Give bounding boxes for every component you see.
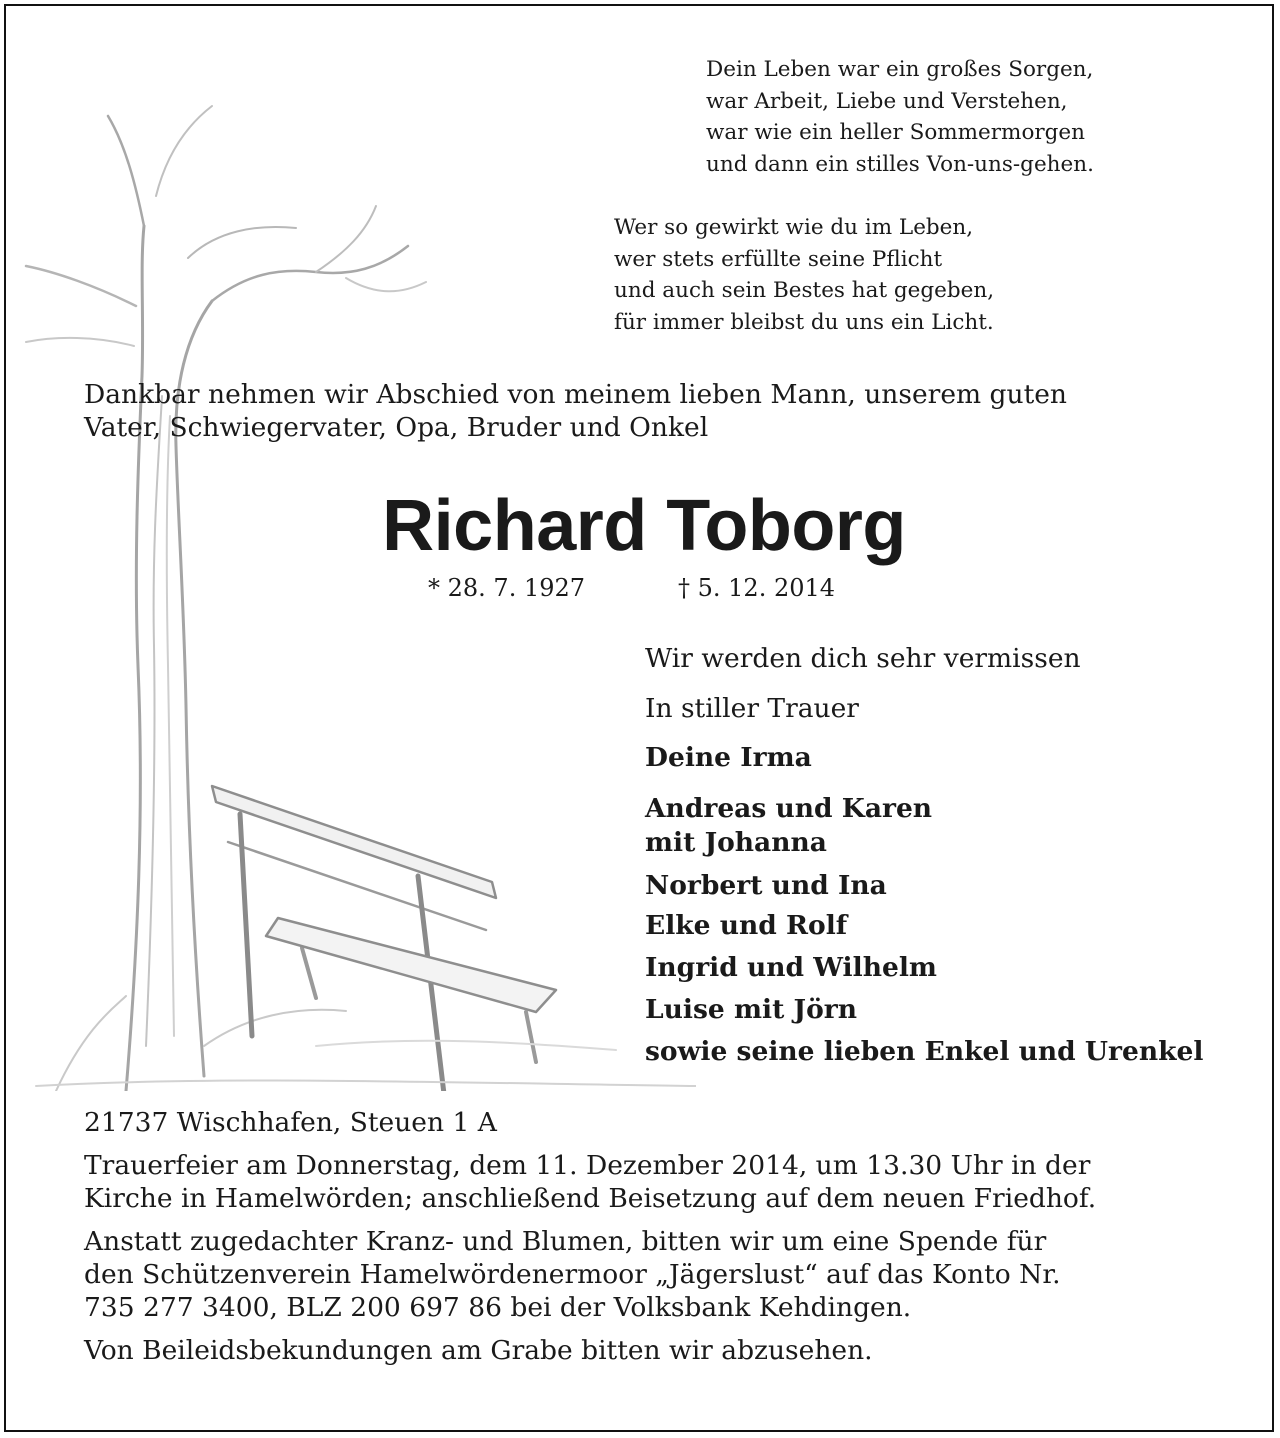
mourner-name: mit Johanna <box>645 827 827 858</box>
verse-line: war wie ein heller Sommermorgen <box>706 120 1086 145</box>
address: 21737 Wischhafen, Steuen 1 A <box>84 1107 497 1138</box>
service-details <box>84 1106 1096 1377</box>
mourner-name: Luise mit Jörn <box>645 994 857 1025</box>
mourner-name: Norbert und Ina <box>645 870 887 901</box>
deceased-name: Richard Toborg <box>382 486 906 566</box>
mourner-name: Andreas und Karen <box>645 793 933 824</box>
intro-text <box>84 378 1067 444</box>
verse-line: für immer bleibst du uns ein Licht. <box>614 309 994 335</box>
mourner-name: Deine Irma <box>645 742 812 773</box>
donation-info <box>84 1225 1096 1324</box>
verse-line: Dein Leben war ein großes Sorgen, <box>706 57 1094 82</box>
donation-line: Anstatt zugedachter Kranz- und Blumen, bitten wir um eine Spende für <box>84 1226 1047 1257</box>
miss-you-line: Wir werden dich sehr vermissen <box>645 643 1081 674</box>
verse-second <box>614 212 994 338</box>
mourning-line: In stiller Trauer <box>645 693 859 724</box>
intro-line: Dankbar nehmen wir Abschied von meinem lieben Mann, unserem guten <box>84 379 1067 410</box>
verse-top <box>706 54 1094 180</box>
donation-line: den Schützenverein Hamelwördenermoor „Jägerslust“ auf das Konto Nr. <box>84 1259 1061 1290</box>
mourner-name: Ingrid und Wilhelm <box>645 952 937 983</box>
funeral-info <box>84 1149 1096 1215</box>
mourner-name: Elke und Rolf <box>645 910 848 941</box>
death-date: † 5. 12. 2014 <box>678 574 836 602</box>
condolence-note: Von Beileidsbekundungen am Grabe bitten wir abzusehen. <box>84 1335 873 1366</box>
verse-line: und dann ein stilles Von-uns-gehen. <box>706 151 1094 177</box>
obituary-notice <box>4 4 1274 1432</box>
tree-bench-illustration <box>16 46 696 1091</box>
verse-line: Wer so gewirkt wie du im Leben, <box>614 215 974 240</box>
bench-icon <box>212 786 496 898</box>
funeral-line: Kirche in Hamelwörden; anschließend Beisetzung auf dem neuen Friedhof. <box>84 1183 1097 1214</box>
verse-line: wer stets erfüllte seine Pflicht <box>614 246 943 272</box>
verse-line: und auch sein Bestes hat gegeben, <box>614 278 995 303</box>
birth-date: * 28. 7. 1927 <box>428 574 586 602</box>
donation-line: 735 277 3400, BLZ 200 697 86 bei der Volksbank Kehdingen. <box>84 1292 912 1323</box>
intro-line: Vater, Schwiegervater, Opa, Bruder und Onkel <box>84 412 709 443</box>
tree-trunk-icon <box>126 226 144 1091</box>
verse-line: war Arbeit, Liebe und Verstehen, <box>706 88 1068 114</box>
mourner-name: sowie seine lieben Enkel und Urenkel <box>645 1036 1204 1067</box>
funeral-line: Trauerfeier am Donnerstag, dem 11. Dezember 2014, um 13.30 Uhr in der <box>84 1150 1091 1181</box>
